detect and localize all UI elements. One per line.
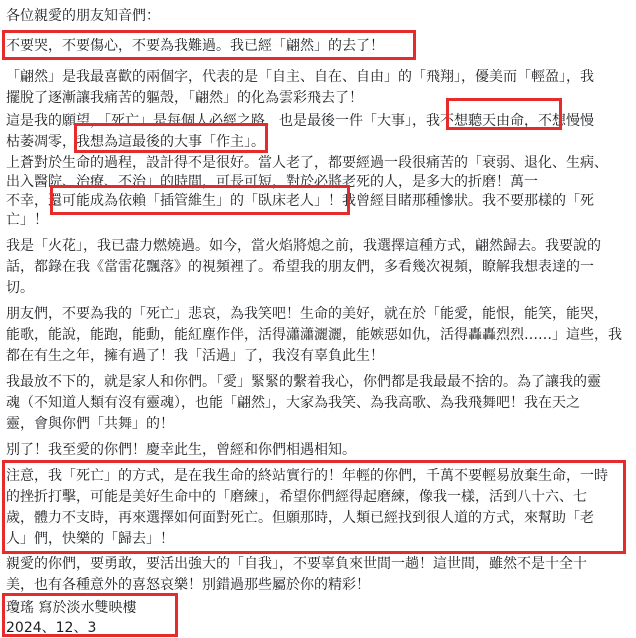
- highlight-box: [2, 460, 626, 554]
- paragraph-line: 話，都錄在我《當雷花飄落》的視頻裡了。希望我的朋友們，多看幾次視頻，瞭解我想表達的一: [6, 259, 594, 275]
- paragraph-line: 的挫折打擊，可能是美好生命中的「磨練」，希望你們經得起磨練，像我一樣，活到八十六、七: [6, 489, 587, 505]
- greeting: 各位親愛的朋友知音們：: [6, 8, 160, 24]
- paragraph-line: 擺脫了逐漸讓我痛苦的軀殼，「翩然」的化為雲彩飛去了！: [6, 90, 363, 106]
- paragraph-line: 我是「火花」，我已盡力燃燒過。如今，當火焰將熄之前，我選擇這種方式，翩然歸去。我要說的: [6, 238, 601, 254]
- paragraph-line: 出入醫院、治療、不治」的時間，可長可短，對於必將老死的人，是多大的折磨！萬一: [6, 174, 538, 190]
- paragraph-line: 別了！我至愛的你們！慶幸此生，曾經和你們相遇相知。: [6, 442, 356, 458]
- paragraph-line: 都在有生之年，擁有過了！我「活過」了，我沒有辜負此生！: [6, 348, 384, 364]
- paragraph-line: 注意，我「死亡」的方式，是在我生命的終站實行的！年輕的你們，千萬不要輕易放棄生命，一時: [6, 468, 608, 484]
- paragraph-line: 枯萎凋零，我想為這最後的大事「作主」。: [6, 134, 265, 150]
- paragraph-line: 美，也有各種意外的喜怒哀樂！別錯過那些屬於你的精彩！: [6, 577, 370, 593]
- paragraph-line: 不要哭，不要傷心，不要為我難過。我已經「翩然」的去了！: [6, 38, 384, 54]
- paragraph-line: 能歌，能說，能跑，能動，能紅塵作伴，活得瀟瀟灑灑，能嫉惡如仇，活得轟轟烈烈……」這些，我: [6, 327, 622, 343]
- highlight-box: [74, 123, 268, 153]
- paragraph-line: 靈，會與你們「共舞」的！: [6, 416, 174, 432]
- paragraph-line: 上蒼對於生命的過程，設計得不是很好。當人老了，都要經過一段很痛苦的「衰弱、退化、生病、: [6, 155, 608, 171]
- paragraph-line: 不幸，還可能成為依賴「插管維生」的「臥床老人」！我曾經目睹那種慘狀。我不要那樣的「死: [6, 193, 594, 209]
- paragraph-line: 亡」！: [6, 212, 48, 228]
- highlight-box: [50, 185, 350, 215]
- paragraph-line: 親愛的你們，要勇敢，要活出強大的「自我」，不要辜負來世間一趟！這世間，雖然不是十全十: [6, 556, 587, 572]
- date: 2024、12、3: [6, 620, 97, 636]
- paragraph-line: 歲，體力不支時，再來選擇如何面對死亡。但願那時，人類已經找到很人道的方式，來幫助「老: [6, 510, 594, 526]
- signature: 瓊瑤 寫於淡水雙映樓: [6, 600, 137, 616]
- paragraph-line: 朋友們，不要為我的「死亡」悲哀，為我笑吧！生命的美好，就在於「能愛，能恨，能笑，能哭，: [6, 306, 608, 322]
- highlight-box: [446, 98, 562, 130]
- paragraph-line: 切。: [6, 280, 34, 296]
- paragraph-line: 人」們，快樂的「歸去」！: [6, 531, 174, 547]
- paragraph-line: 這是我的願望，「死亡」是每個人必經之路，也是最後一件「大事」，我不想聽天由命，不想慢慢: [6, 113, 594, 129]
- paragraph-line: 「翩然」是我最喜歡的兩個字，代表的是「自主、自在、自由」的「飛翔」，優美而「輕盈」，我: [6, 69, 594, 85]
- paragraph-line: 魂（不知道人類有沒有靈魂），也能「翩然」，大家為我笑、為我高歌、為我飛舞吧！我在天之: [6, 395, 580, 411]
- highlight-box: [2, 30, 416, 60]
- paragraph-line: 我最放不下的，就是家人和你們。「愛」緊緊的繫着我心，你們都是我最最不捨的。為了讓我的靈: [6, 374, 601, 390]
- highlight-box: [2, 593, 178, 637]
